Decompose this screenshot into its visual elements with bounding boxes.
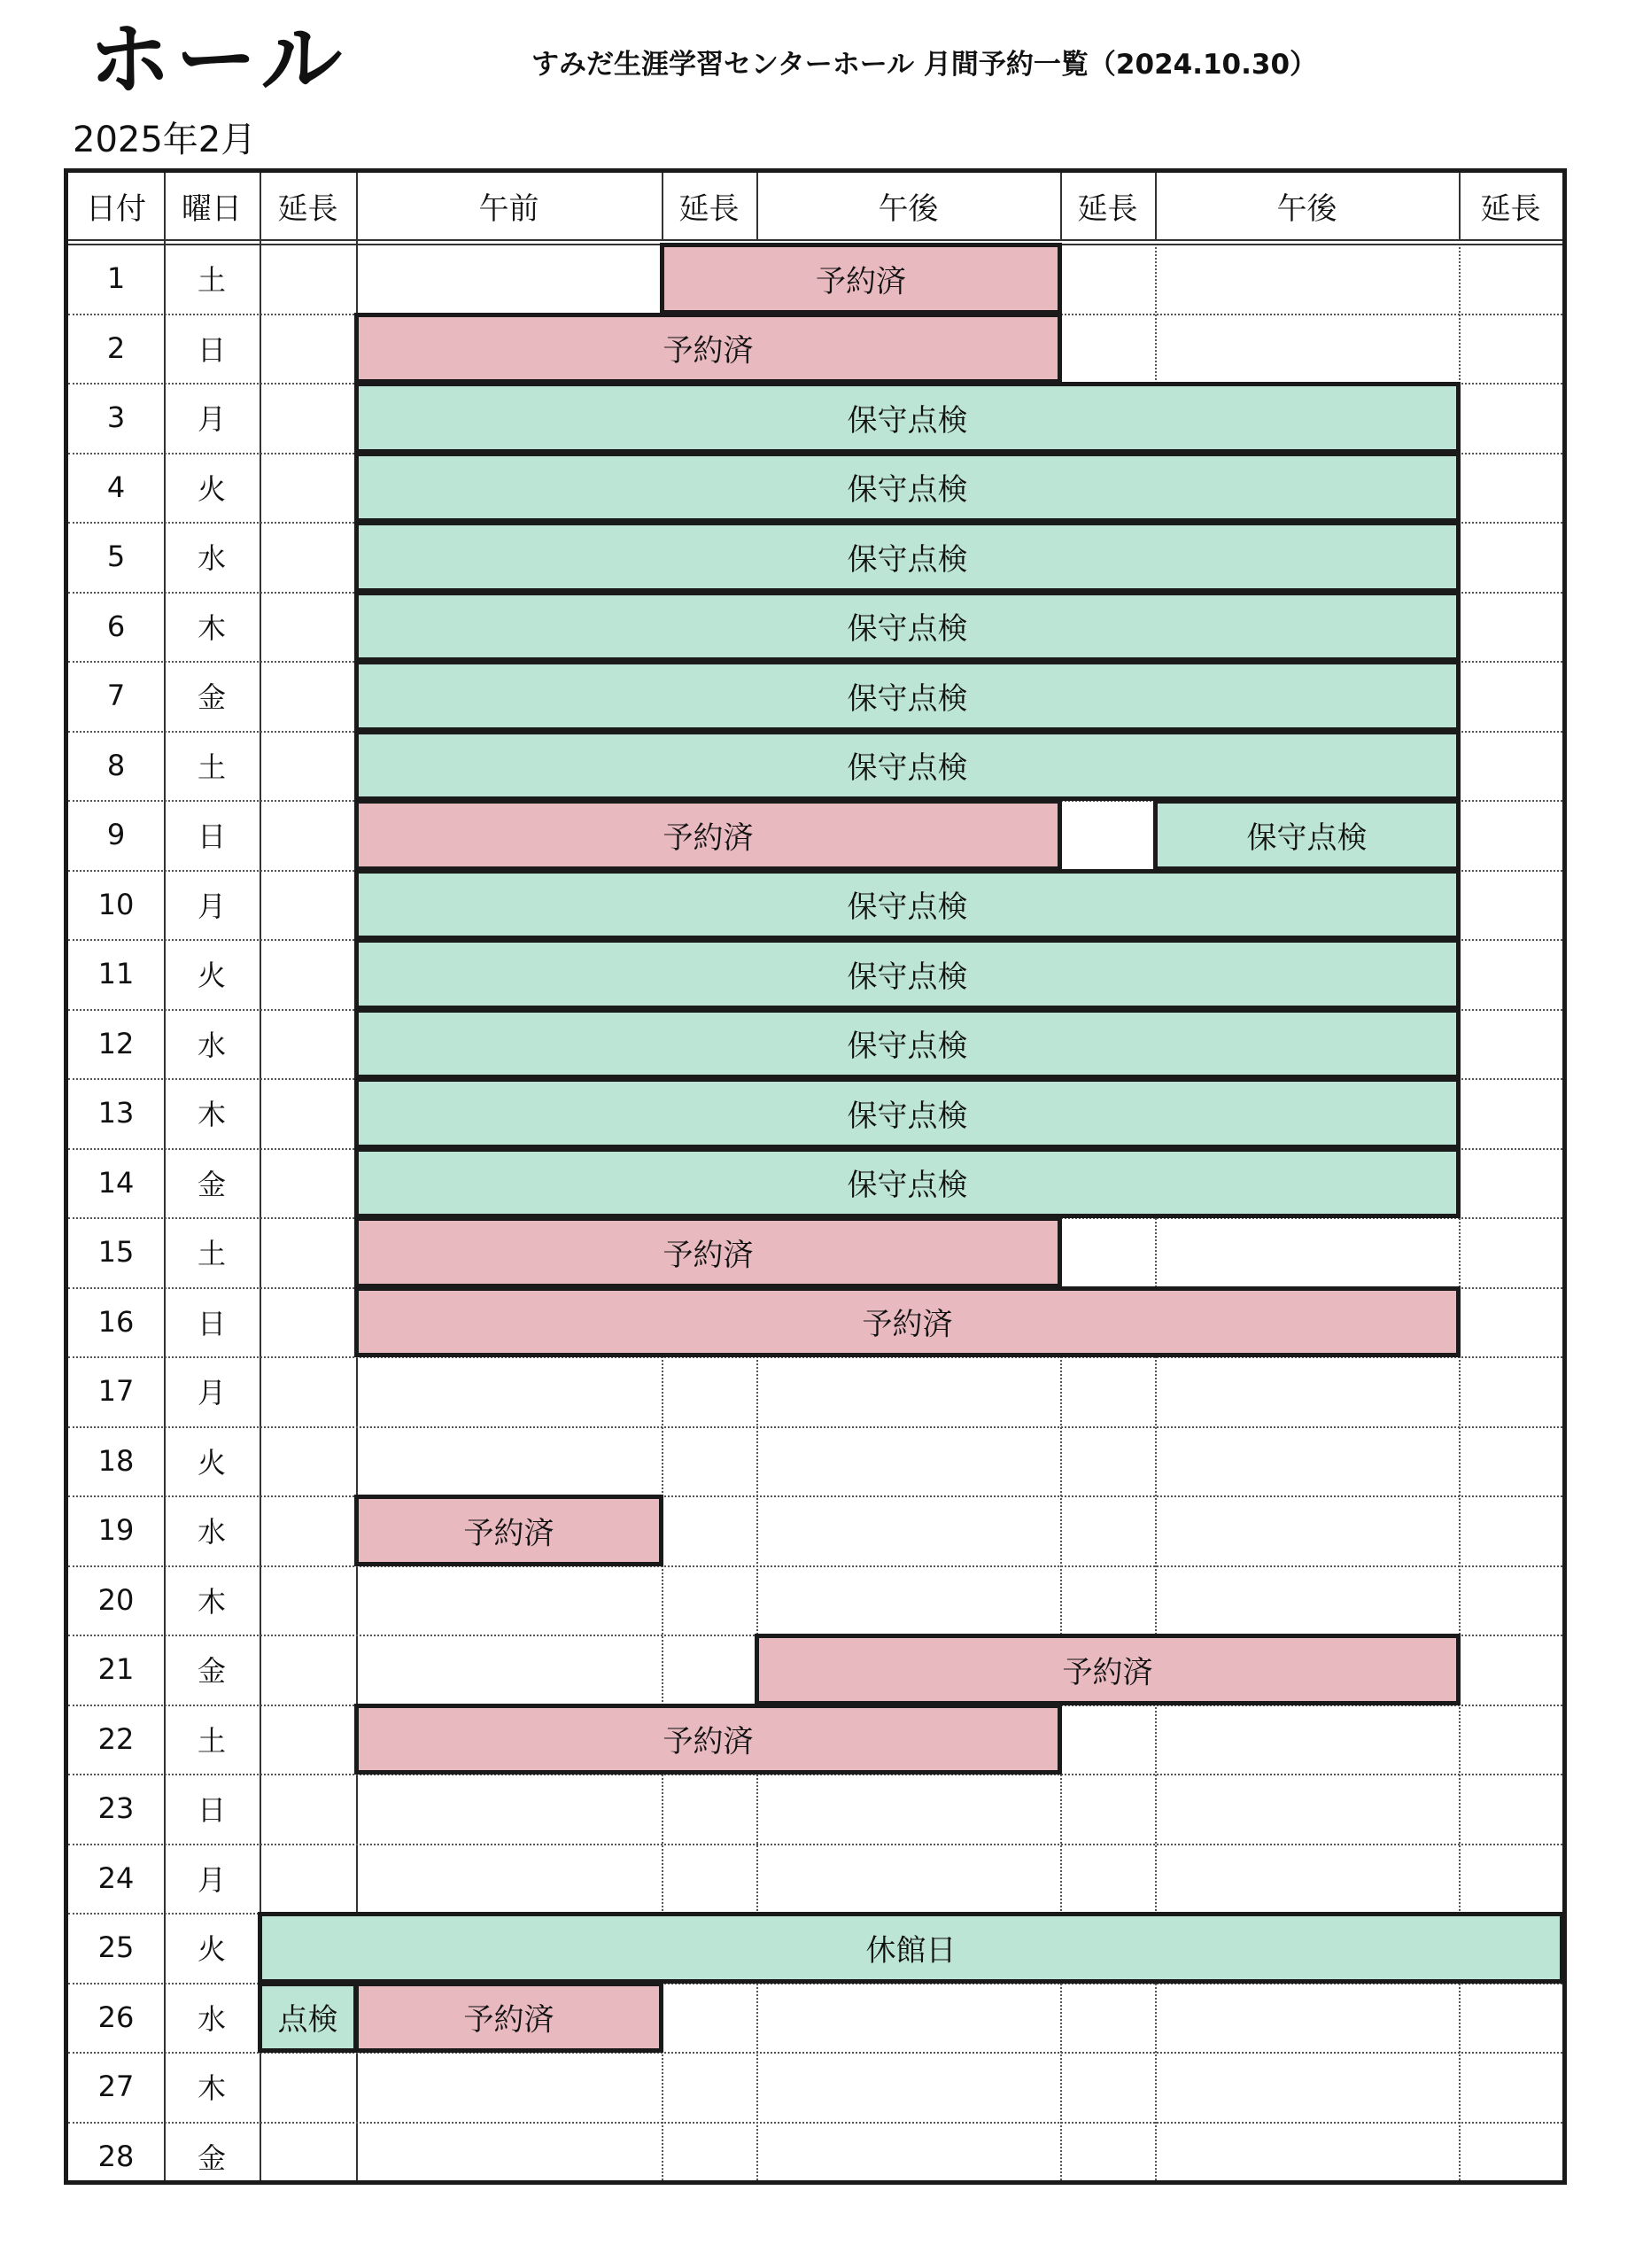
row-divider	[68, 1565, 1562, 1567]
weekday-cell: 金	[197, 1654, 226, 1689]
column-header: 午後	[1276, 191, 1337, 227]
maintenance-block: 保守点検	[354, 1008, 1461, 1080]
weekday-cell: 土	[197, 263, 226, 298]
column-header: 日付	[86, 191, 146, 227]
date-cell: 25	[97, 1930, 135, 1965]
weekday-cell: 木	[197, 1098, 226, 1132]
weekday-cell: 日	[197, 1306, 226, 1340]
maintenance-block: 保守点検	[354, 521, 1461, 593]
maintenance-block: 保守点検	[354, 382, 1461, 454]
reservation-block: 予約済	[660, 243, 1062, 315]
reservation-block: 予約済	[354, 313, 1062, 384]
column-header: 延長	[1480, 191, 1541, 227]
maintenance-block: 点検	[258, 1982, 358, 2054]
maintenance-block: 保守点検	[354, 869, 1461, 941]
date-cell: 3	[106, 400, 126, 435]
weekday-cell: 水	[197, 1028, 226, 1062]
weekday-cell: 金	[197, 680, 226, 715]
weekday-cell: 日	[197, 1793, 226, 1828]
maintenance-block: 保守点検	[354, 1077, 1461, 1149]
maintenance-block: 保守点検	[354, 730, 1461, 802]
date-cell: 12	[97, 1026, 135, 1060]
date-cell: 15	[97, 1235, 135, 1270]
column-header: 延長	[1077, 191, 1138, 227]
weekday-cell: 月	[197, 889, 226, 923]
maintenance-block: 保守点検	[354, 591, 1461, 663]
maintenance-block: 保守点検	[354, 452, 1461, 524]
weekday-cell: 火	[197, 1445, 226, 1480]
reservation-block: 予約済	[354, 1704, 1062, 1775]
date-cell: 4	[106, 470, 126, 504]
maintenance-block: 保守点検	[1153, 799, 1461, 871]
weekday-cell: 土	[197, 750, 226, 784]
row-divider	[68, 1495, 1562, 1497]
weekday-cell: 金	[197, 1167, 226, 1201]
weekday-cell: 火	[197, 471, 226, 506]
column-header: 曜日	[182, 191, 242, 227]
date-cell: 20	[97, 1582, 135, 1617]
date-cell: 19	[97, 1513, 135, 1548]
reservation-block: 予約済	[354, 1982, 663, 2054]
date-cell: 10	[97, 887, 135, 921]
weekday-cell: 水	[197, 541, 226, 576]
date-cell: 21	[97, 1652, 135, 1687]
date-cell: 26	[97, 2000, 135, 2034]
date-cell: 16	[97, 1304, 135, 1339]
row-divider	[68, 2122, 1562, 2124]
row-divider	[68, 1426, 1562, 1428]
month-label: 2025年2月	[73, 120, 257, 160]
date-cell: 13	[97, 1096, 135, 1130]
column-divider	[260, 173, 261, 2180]
date-cell: 22	[97, 1721, 135, 1756]
reservation-block: 予約済	[755, 1634, 1461, 1705]
date-cell: 14	[97, 1165, 135, 1200]
reservation-block: 予約済	[354, 1286, 1461, 1358]
reservation-block: 予約済	[354, 799, 1062, 871]
document-subtitle: すみだ生涯学習センターホール 月間予約一覧（2024.10.30）	[531, 49, 1318, 81]
date-cell: 11	[97, 957, 135, 991]
date-cell: 8	[106, 748, 126, 782]
column-header: 午前	[478, 191, 539, 227]
date-cell: 7	[106, 679, 126, 713]
column-header: 延長	[678, 191, 740, 227]
date-cell: 5	[106, 540, 126, 574]
reservation-block: 予約済	[354, 1216, 1062, 1288]
weekday-cell: 火	[197, 1932, 226, 1967]
weekday-cell: 木	[197, 1584, 226, 1619]
date-cell: 6	[106, 609, 126, 643]
weekday-cell: 土	[197, 1237, 226, 1271]
reservation-block: 予約済	[354, 1495, 663, 1566]
maintenance-block: 保守点検	[354, 1147, 1461, 1219]
date-cell: 9	[106, 818, 126, 852]
date-cell: 27	[97, 2070, 135, 2104]
date-cell: 18	[97, 1443, 135, 1478]
weekday-cell: 水	[197, 2001, 226, 2036]
weekday-cell: 日	[197, 819, 226, 854]
date-cell: 1	[106, 261, 126, 296]
page-title: ホール	[89, 12, 348, 107]
weekday-cell: 月	[197, 402, 226, 437]
row-divider	[68, 1844, 1562, 1845]
weekday-cell: 土	[197, 1723, 226, 1758]
weekday-cell: 日	[197, 332, 226, 367]
date-cell: 28	[97, 2139, 135, 2173]
date-cell: 2	[106, 330, 126, 365]
weekday-cell: 金	[197, 2140, 226, 2175]
weekday-cell: 月	[197, 1376, 226, 1410]
weekday-cell: 木	[197, 2071, 226, 2106]
reservation-schedule-table	[64, 168, 1567, 2185]
date-cell: 24	[97, 1860, 135, 1895]
maintenance-block: 保守点検	[354, 938, 1461, 1010]
weekday-cell: 月	[197, 1862, 226, 1897]
weekday-cell: 木	[197, 610, 226, 645]
maintenance-block: 休館日	[258, 1912, 1564, 1984]
weekday-cell: 火	[197, 959, 226, 993]
date-cell: 17	[97, 1374, 135, 1409]
column-header: 午後	[878, 191, 939, 227]
column-header: 延長	[277, 191, 338, 227]
weekday-cell: 水	[197, 1515, 226, 1550]
date-cell: 23	[97, 1791, 135, 1826]
maintenance-block: 保守点検	[354, 660, 1461, 732]
